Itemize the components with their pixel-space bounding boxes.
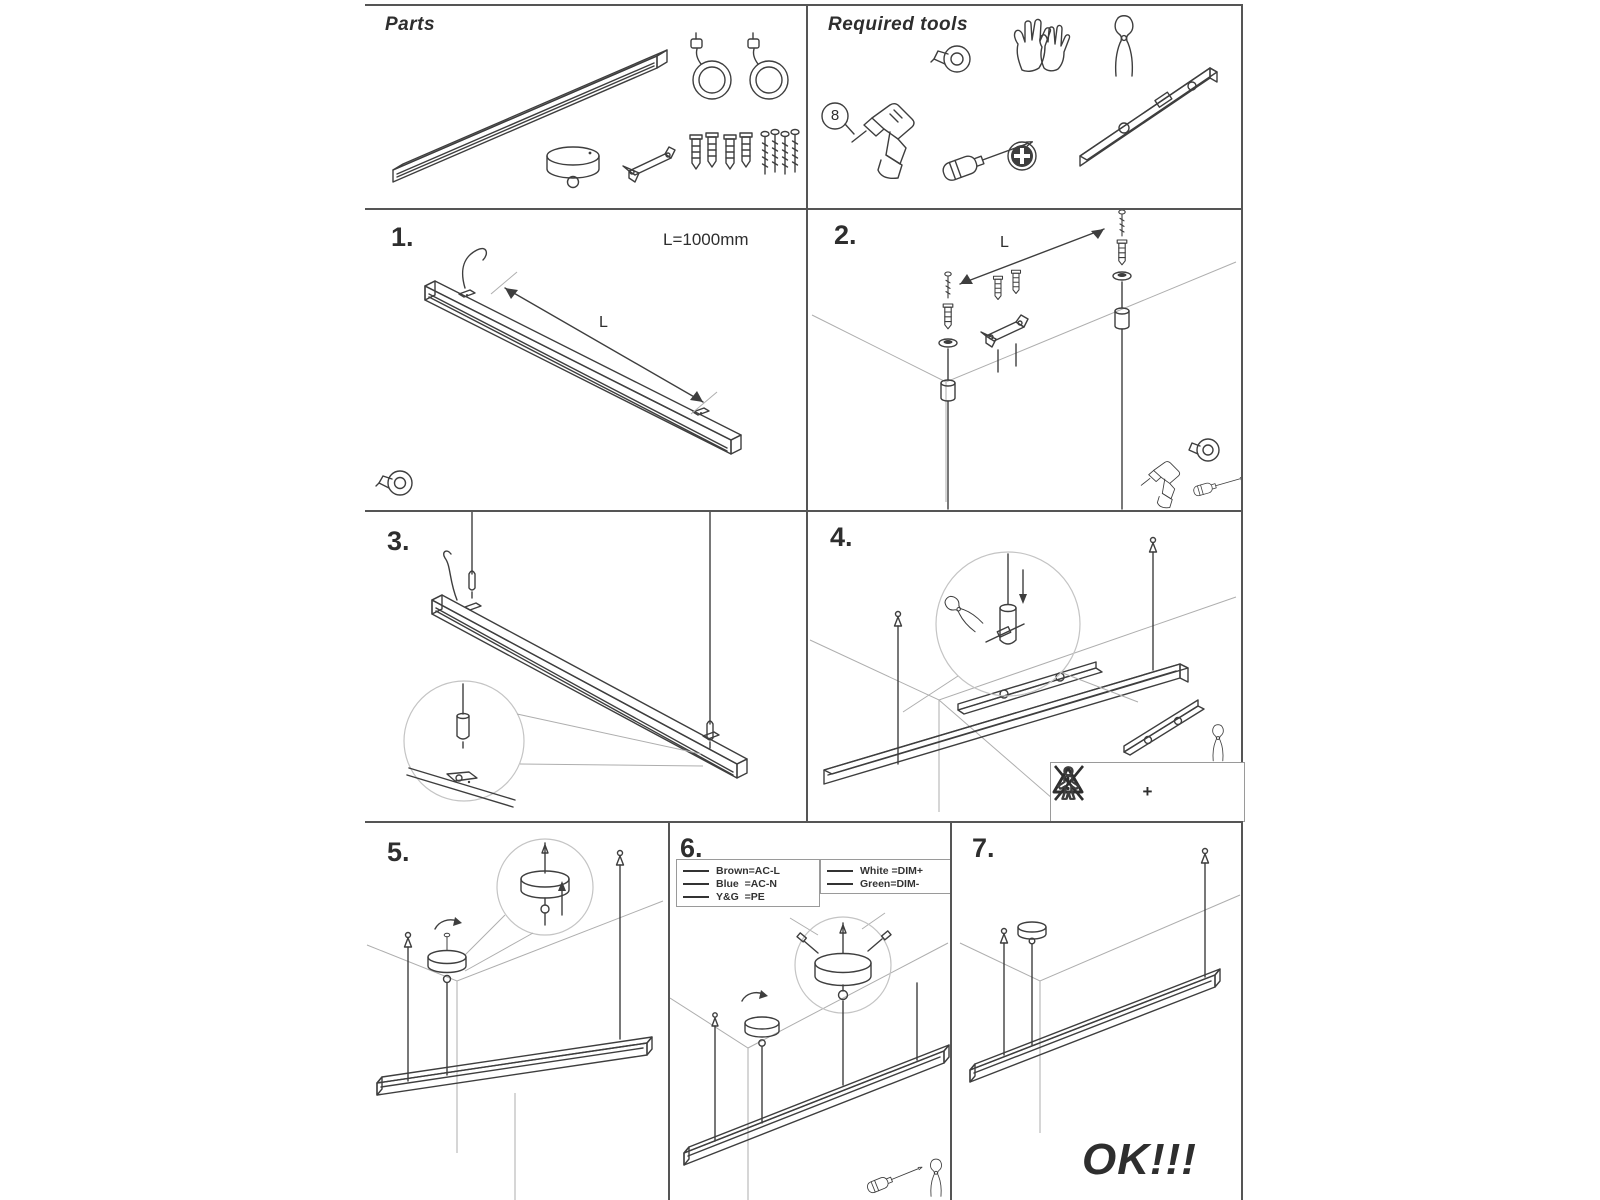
spirit-level-icon <box>1124 700 1204 755</box>
drill-bit-size-label: 8 <box>830 107 840 124</box>
legend-row <box>683 864 813 877</box>
right-cable <box>1150 538 1157 671</box>
cable-connector <box>469 571 475 598</box>
canopy-mount <box>428 917 466 1075</box>
dimension-arrow <box>960 229 1104 284</box>
locking-pin <box>986 624 1024 642</box>
step1-length-note: L=1000mm <box>663 230 749 249</box>
step5-number: 5. <box>387 837 410 867</box>
spirit-level-on-bar <box>958 662 1102 714</box>
person-icon <box>1051 763 1085 803</box>
screw-icon <box>1119 210 1125 236</box>
wire-line-icon <box>683 870 709 872</box>
pliers-icon <box>942 594 983 633</box>
legend-row <box>683 890 813 903</box>
step2-number: 2. <box>834 220 857 250</box>
ceiling-canopy <box>1018 922 1046 944</box>
wiring-legend-ac <box>676 859 820 907</box>
wall-anchor-icon <box>706 133 718 167</box>
screwdriver-icon <box>1193 473 1241 497</box>
screws <box>761 130 799 175</box>
light-bar <box>425 281 741 454</box>
step2-dimension-label: L <box>1000 234 1009 251</box>
suspension-cable-coil-icon <box>748 33 788 99</box>
wire-line-icon <box>683 883 709 885</box>
warning-box <box>1050 762 1245 822</box>
panel-step4 <box>806 510 1243 821</box>
step1-illustration <box>365 210 804 510</box>
wire-line-icon <box>683 896 709 898</box>
mounting-bracket <box>981 315 1028 347</box>
power-cord <box>444 551 457 600</box>
right-cable <box>617 851 624 1040</box>
pliers-icon <box>1213 725 1224 761</box>
screw-icon <box>791 130 799 173</box>
drill-icon <box>852 104 914 179</box>
legend-row <box>683 877 813 890</box>
left-mount-column <box>939 272 957 509</box>
wall-anchor-icon <box>724 135 736 169</box>
screw-icon <box>945 272 951 298</box>
tape-measure-icon <box>931 46 970 72</box>
pliers-icon <box>1115 16 1133 76</box>
screw-icon <box>781 132 789 175</box>
step3-illustration <box>365 512 804 821</box>
canopy-screws <box>797 931 891 953</box>
left-cable <box>712 1013 718 1141</box>
wire-line-icon <box>827 883 853 885</box>
panel-step7 <box>950 821 1243 1200</box>
spirit-level-icon <box>1080 68 1217 166</box>
legend-row <box>827 877 951 890</box>
right-cable <box>1202 849 1209 978</box>
legend-row <box>827 864 951 877</box>
wall-anchor-icon <box>943 304 953 329</box>
step4-number: 4. <box>830 522 853 552</box>
legend-label: Brown=AC-L <box>716 864 780 877</box>
mounting-bracket <box>623 147 675 182</box>
panel-step1 <box>365 208 806 510</box>
light-bar <box>432 595 747 778</box>
ceiling-canopy <box>547 147 599 188</box>
wiring-legend-dim <box>820 859 958 894</box>
plus-sign: + <box>1142 782 1153 801</box>
bracket-mount-group <box>981 270 1028 372</box>
screw-icon <box>761 132 769 175</box>
parts-illustration <box>365 6 804 208</box>
light-bar <box>970 969 1220 1082</box>
wall-anchor-icon <box>690 135 702 169</box>
suspension-cable-coil-icon <box>691 33 731 99</box>
tools-illustration <box>808 6 1241 208</box>
panel-step3 <box>365 510 806 821</box>
wall-anchor-icon <box>994 276 1003 299</box>
left-cable <box>895 612 902 765</box>
light-bar <box>393 50 667 182</box>
panel-parts <box>365 4 806 208</box>
flange-nut <box>1113 272 1131 280</box>
legend-label: Blue =AC-N <box>716 877 777 890</box>
step1-number: 1. <box>391 222 414 252</box>
tools-title: Required tools <box>828 14 969 35</box>
right-mount-column <box>1113 210 1131 509</box>
wall-anchor-icon <box>1117 240 1127 265</box>
ceiling-canopy <box>428 951 466 983</box>
cable-connector-detail <box>457 684 469 748</box>
cable-gripper <box>1000 605 1016 645</box>
legend-label: Y&G =PE <box>716 890 765 903</box>
ceiling-canopy <box>745 1017 779 1046</box>
step6-number: 6. <box>680 833 703 863</box>
parts-title: Parts <box>385 14 436 35</box>
panel-step2 <box>806 208 1243 510</box>
wall-anchor-icon <box>740 133 752 167</box>
screwdriver-icon <box>866 1162 924 1194</box>
legend-label: Green=DIM- <box>860 877 920 890</box>
tape-measure-icon <box>376 471 412 495</box>
tape-measure-icon <box>1189 439 1219 461</box>
light-bar <box>684 1045 949 1165</box>
step2-illustration <box>808 210 1241 510</box>
ceiling-canopy <box>815 954 871 1000</box>
screw-icon <box>444 933 450 950</box>
pliers-icon <box>930 1159 941 1196</box>
ceiling-plane <box>812 262 1236 502</box>
wall-anchor-icon <box>1012 270 1021 293</box>
step7-number: 7. <box>972 833 995 863</box>
detail-callout <box>404 681 703 807</box>
detail-callout <box>903 552 1138 712</box>
wire-line-icon <box>827 870 853 872</box>
step5-illustration <box>365 823 668 1200</box>
panel-tools <box>806 4 1243 208</box>
power-cord <box>463 249 487 288</box>
phillips-bit-icon <box>1008 142 1036 170</box>
step3-number: 3. <box>387 526 410 556</box>
ceiling-plane <box>670 943 948 1200</box>
arrow-down <box>1019 570 1027 604</box>
flange-nut <box>939 339 957 347</box>
left-cable <box>1001 929 1008 1056</box>
panel-step6 <box>668 821 950 1200</box>
detail-callout <box>465 839 593 971</box>
panel-step5 <box>365 821 668 1200</box>
light-bar <box>377 1037 652 1095</box>
gloves-icon <box>1015 19 1070 71</box>
drill-icon <box>1141 462 1179 508</box>
cable-gland <box>941 380 955 401</box>
left-cable <box>405 933 412 1082</box>
legend-label: White =DIM+ <box>860 864 924 877</box>
step1-dimension-label: L <box>599 314 608 331</box>
ok-text: OK!!! <box>1082 1135 1197 1184</box>
wall-anchors <box>690 133 752 169</box>
screw-icon <box>771 130 779 173</box>
